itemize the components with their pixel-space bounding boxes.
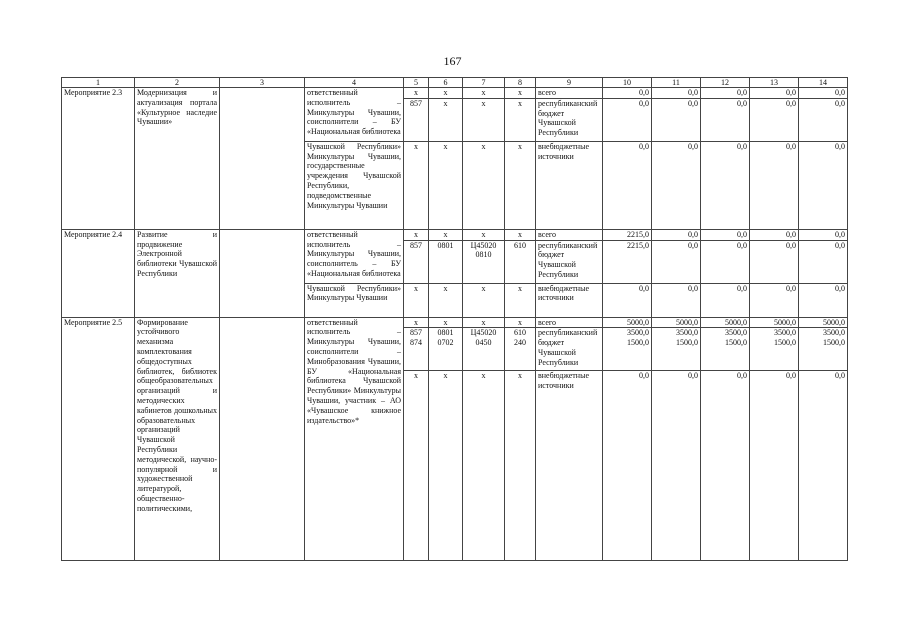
value-cell: 0,0 <box>701 283 750 317</box>
value-cell: 5000,0 <box>701 317 750 328</box>
table-row <box>62 229 848 240</box>
code-section: x <box>429 283 463 317</box>
column-header: 11 <box>652 78 701 88</box>
funding-source: республиканский бюджет Чувашской Республики <box>536 328 603 371</box>
value-cell: 0,0 <box>799 229 848 240</box>
funding-source: республиканский бюджет Чувашской Республики <box>536 98 603 141</box>
code-target: Ц45020 0810 <box>463 240 505 283</box>
value-cell: 3500,0 1500,0 <box>603 328 652 371</box>
value-cell: 3500,0 1500,0 <box>750 328 799 371</box>
code-target: Ц45020 0450 <box>463 328 505 371</box>
activity-number: Мероприятие 2.4 <box>62 229 135 317</box>
column-header: 13 <box>750 78 799 88</box>
code-grbs: 857 <box>404 240 429 283</box>
value-cell: 0,0 <box>799 240 848 283</box>
executors: ответственный исполнитель – Минкультуры Чувашии, соисполнитель – БУ «Национальная библиотека <box>305 229 404 283</box>
code-expense: x <box>505 98 536 141</box>
value-cell: 2215,0 <box>603 229 652 240</box>
code-expense: x <box>505 229 536 240</box>
program-table <box>61 77 848 561</box>
column-header: 6 <box>429 78 463 88</box>
funding-source: всего <box>536 317 603 328</box>
activity-col3 <box>220 317 305 561</box>
code-grbs: 857 <box>404 98 429 141</box>
activity-col3 <box>220 229 305 317</box>
executors: ответственный исполнитель – Минкультуры Чувашии, соисполнители – БУ «Национальная библиотека <box>305 88 404 142</box>
code-target: x <box>463 317 505 328</box>
value-cell: 0,0 <box>603 98 652 141</box>
value-cell: 5000,0 <box>652 317 701 328</box>
activity-number: Мероприятие 2.5 <box>62 317 135 561</box>
code-grbs: 857 874 <box>404 328 429 371</box>
value-cell: 5000,0 <box>603 317 652 328</box>
value-cell: 0,0 <box>750 98 799 141</box>
funding-source: всего <box>536 229 603 240</box>
value-cell: 0,0 <box>652 283 701 317</box>
column-header: 3 <box>220 78 305 88</box>
funding-source: республиканский бюджет Чувашской Республики <box>536 240 603 283</box>
table-row <box>62 88 848 99</box>
value-cell: 3500,0 1500,0 <box>799 328 848 371</box>
executors: ответственный исполнитель – Минкультуры Чувашии, соисполнители – Минобразования Чувашии, БУ «Национальная библиотека Чувашской Республики» Минкультуры Чувашии, участник – АО «Чувашское книжное издательство»* <box>305 317 404 561</box>
column-header: 1 <box>62 78 135 88</box>
code-expense: x <box>505 141 536 229</box>
column-header: 2 <box>135 78 220 88</box>
code-section: 0801 0702 <box>429 328 463 371</box>
code-section: x <box>429 371 463 561</box>
code-grbs: x <box>404 317 429 328</box>
value-cell: 0,0 <box>652 229 701 240</box>
value-cell: 0,0 <box>603 283 652 317</box>
value-cell: 0,0 <box>701 88 750 99</box>
value-cell: 0,0 <box>652 371 701 561</box>
code-section: x <box>429 88 463 99</box>
column-header: 9 <box>536 78 603 88</box>
code-section: x <box>429 98 463 141</box>
code-expense: 610 <box>505 240 536 283</box>
value-cell: 0,0 <box>603 371 652 561</box>
code-target: x <box>463 371 505 561</box>
value-cell: 0,0 <box>701 371 750 561</box>
code-grbs: x <box>404 229 429 240</box>
header-row <box>62 78 848 88</box>
code-target: x <box>463 283 505 317</box>
code-expense: x <box>505 88 536 99</box>
value-cell: 0,0 <box>701 240 750 283</box>
funding-source: внебюджетные источники <box>536 283 603 317</box>
code-target: x <box>463 229 505 240</box>
value-cell: 0,0 <box>799 141 848 229</box>
value-cell: 0,0 <box>750 371 799 561</box>
executors: Чувашской Республики» Минкультуры Чувашии <box>305 283 404 317</box>
value-cell: 0,0 <box>603 88 652 99</box>
value-cell: 3500,0 1500,0 <box>652 328 701 371</box>
code-section: x <box>429 141 463 229</box>
column-header: 8 <box>505 78 536 88</box>
code-expense: x <box>505 371 536 561</box>
column-header: 14 <box>799 78 848 88</box>
value-cell: 5000,0 <box>799 317 848 328</box>
value-cell: 0,0 <box>799 283 848 317</box>
code-section: 0801 <box>429 240 463 283</box>
executors: Чувашской Республики» Минкультуры Чувашии, государственные учреждения Чувашской Республики, подведомственные Минкультуры Чувашии <box>305 141 404 229</box>
value-cell: 0,0 <box>652 98 701 141</box>
value-cell: 0,0 <box>701 98 750 141</box>
column-header: 10 <box>603 78 652 88</box>
value-cell: 0,0 <box>799 98 848 141</box>
code-grbs: x <box>404 88 429 99</box>
value-cell: 0,0 <box>701 141 750 229</box>
value-cell: 0,0 <box>750 283 799 317</box>
value-cell: 0,0 <box>799 88 848 99</box>
activity-title: Развитие и продвижение Электронной библиотеки Чувашской Республики <box>135 229 220 317</box>
table-row <box>62 317 848 328</box>
value-cell: 0,0 <box>652 240 701 283</box>
value-cell: 0,0 <box>750 240 799 283</box>
activity-title: Формирование устойчивого механизма комплектования общедоступных библиотек, библиотек общеобразовательных организаций и методических кабинетов дошкольных образовательных организаций Чувашской Республики методической, научно-популярной и художественной литературой, общественно-политическими, <box>135 317 220 561</box>
code-expense: x <box>505 317 536 328</box>
code-target: x <box>463 141 505 229</box>
value-cell: 0,0 <box>701 229 750 240</box>
funding-source: всего <box>536 88 603 99</box>
activity-col3 <box>220 88 305 230</box>
code-grbs: x <box>404 371 429 561</box>
code-grbs: x <box>404 141 429 229</box>
value-cell: 0,0 <box>652 141 701 229</box>
value-cell: 0,0 <box>750 229 799 240</box>
value-cell: 5000,0 <box>750 317 799 328</box>
value-cell: 2215,0 <box>603 240 652 283</box>
value-cell: 0,0 <box>750 88 799 99</box>
activity-number: Мероприятие 2.3 <box>62 88 135 230</box>
code-target: x <box>463 88 505 99</box>
code-grbs: x <box>404 283 429 317</box>
funding-source: внебюджетные источники <box>536 141 603 229</box>
value-cell: 0,0 <box>799 371 848 561</box>
value-cell: 0,0 <box>652 88 701 99</box>
column-header: 5 <box>404 78 429 88</box>
code-target: x <box>463 98 505 141</box>
activity-title: Модернизация и актуализация портала «Культурное наследие Чувашии» <box>135 88 220 230</box>
code-expense: x <box>505 283 536 317</box>
value-cell: 0,0 <box>750 141 799 229</box>
funding-source: внебюджетные источники <box>536 371 603 561</box>
code-section: x <box>429 229 463 240</box>
value-cell: 3500,0 1500,0 <box>701 328 750 371</box>
value-cell: 0,0 <box>603 141 652 229</box>
code-expense: 610 240 <box>505 328 536 371</box>
column-header: 4 <box>305 78 404 88</box>
column-header: 12 <box>701 78 750 88</box>
column-header: 7 <box>463 78 505 88</box>
page-number: 167 <box>443 54 462 68</box>
code-section: x <box>429 317 463 328</box>
